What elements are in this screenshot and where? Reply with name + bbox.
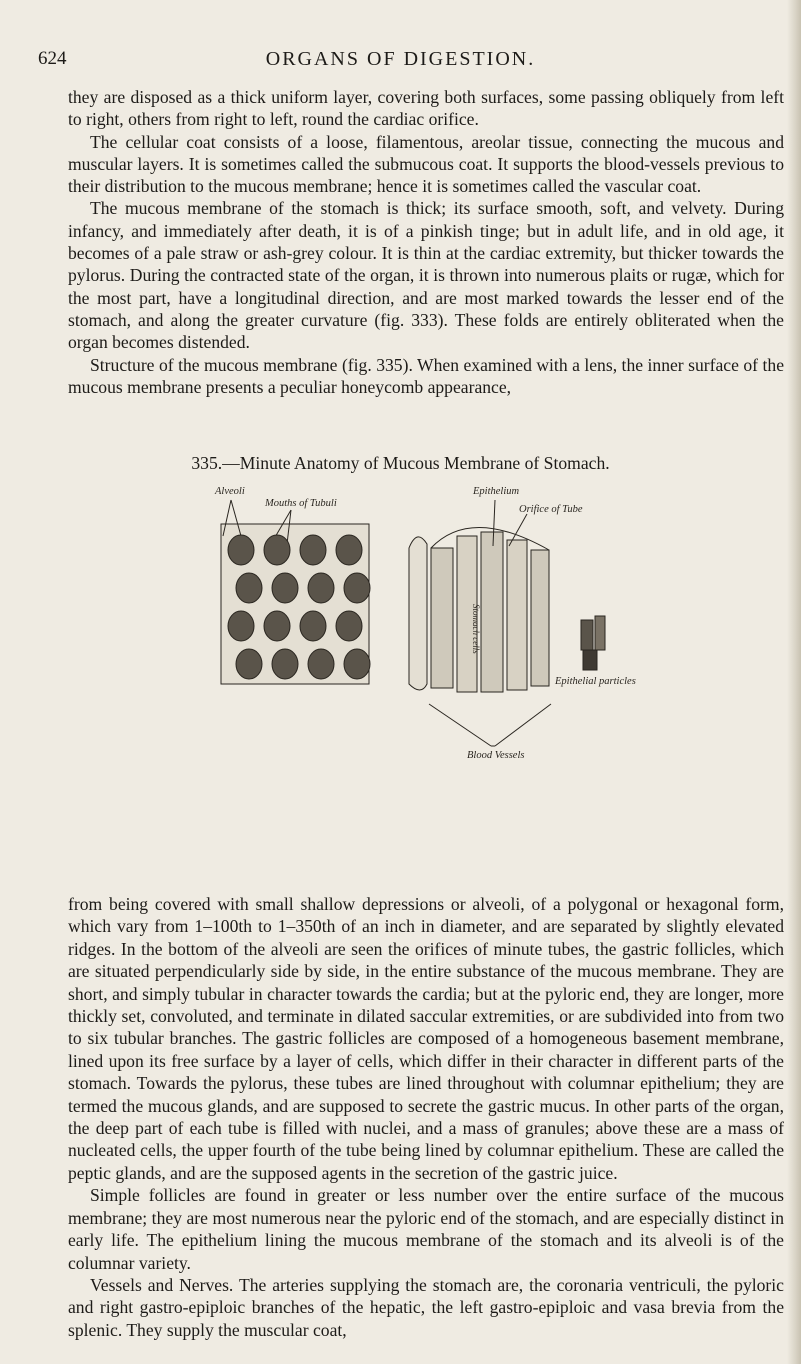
label-stomach-cells: Stomach cells <box>471 604 481 654</box>
label-orifice-of-tube: Orifice of Tube <box>519 504 583 515</box>
label-blood-vessels: Blood Vessels <box>467 750 525 761</box>
alveolus <box>336 611 362 641</box>
alveolus <box>272 573 298 603</box>
running-title: ORGANS OF DIGESTION. <box>265 48 536 70</box>
page-number: 624 <box>38 48 67 69</box>
alveolus <box>228 535 254 565</box>
figure-caption: 335.—Minute Anatomy of Mucous Membrane of Stomach. <box>191 453 610 473</box>
alveolus <box>308 649 334 679</box>
label-alveoli: Alveoli <box>215 486 245 497</box>
alveolus <box>228 611 254 641</box>
alveolus <box>264 611 290 641</box>
paragraph: Simple follicles are found in greater or less number over the entire surface of the mucous membrane; they are most numerous near the pyloric end of the stomach, and are especially distinct in early life. The epithelium lining the mucous membrane of the stomach and its alveoli is of the columnar variety. <box>68 1185 784 1273</box>
label-epithelium: Epithelium <box>473 486 520 497</box>
label-mouths-of-tubuli: Mouths of Tubuli <box>265 498 337 509</box>
label-epithelial-particles: Epithelial particles <box>555 676 636 687</box>
paragraph: Structure of the mucous membrane (fig. 335). When examined with a lens, the inner surface of the mucous membrane presents a peculiar honeycomb appearance, <box>68 354 784 397</box>
paragraph: from being covered with small shallow depressions or alveoli, of a polygonal or hexagonal form, which vary from 1–100th to 1–350th of an inch in diameter, and are separated by slightly elevated ridges. In the bottom of the alveoli are seen the orifices of minute tubes, the gastric follicles, which are situated perpendicularly side by side, in the entire substance of the mucous membrane. They are short, and simply tubular in character towards the cardia; but at the pyloric end, they are longer, more thickly set, convoluted, and terminate in dilated saccular extremities, or are subdivided into from two to six tubular branches. The gastric follicles are composed of a homogeneous basement membrane, lined upon its free surface by a layer of cells, which differ in their character in different parts of the stomach. Towards the pylorus, these tubes are lined throughout with columnar epithelium; they are termed the mucous glands, and are supposed to secrete the gastric mucus. In other parts of the organ, the deep part of each tube is filled with nuclei, and a mass of granules; above these are a mass of nucleated cells, the upper fourth of the tube being lined by columnar epithelium. These are called the peptic glands, and are the supposed agents in the secretion of the gastric juice. <box>68 894 784 1183</box>
alveolus <box>264 535 290 565</box>
alveolus <box>236 649 262 679</box>
text-block-top <box>68 86 784 398</box>
paragraph: The mucous membrane of the stomach is thick; its surface smooth, soft, and velvety. During infancy, and immediately after death, it is of a pinkish tinge; but in adult life, and in old age, it becomes of a pale straw or ash-grey colour. It is thin at the cardiac extremity, but thicker towards the pylorus. During the contracted state of the organ, it is thrown into numerous plaits or rugæ, which for the most part, have a longitudinal direction, and are most marked towards the lesser end of the stomach, and along the greater curvature (fig. 333). These folds are entirely obliterated when the organ becomes distended. <box>68 198 784 353</box>
alveolus <box>272 649 298 679</box>
page-edge-shadow <box>787 0 801 1364</box>
paragraph: they are disposed as a thick uniform layer, covering both surfaces, some passing obliquely from left to right, others from right to left, round the cardiac orifice. <box>68 87 784 130</box>
alveolus <box>336 535 362 565</box>
alveolus <box>344 573 370 603</box>
alveolus <box>300 535 326 565</box>
paragraph: The cellular coat consists of a loose, filamentous, areolar tissue, connecting the mucous and muscular layers. It is sometimes called the submucous coat. It supports the blood-vessels previous to their distribution to the mucous membrane; hence it is sometimes called the vascular coat. <box>68 131 784 197</box>
alveolus <box>236 573 262 603</box>
alveoli-illustration <box>195 484 715 780</box>
figure-335-illustration <box>195 484 715 780</box>
alveolus <box>300 611 326 641</box>
alveolus <box>344 649 370 679</box>
alveolus <box>308 573 334 603</box>
paragraph: Vessels and Nerves. The arteries supplying the stomach are, the coronaria ventriculi, the pyloric and right gastro-epiploic branches of the hepatic, the left gastro-epiploic and vasa brevia from the splenic. They supply the muscular coat, <box>68 1274 784 1340</box>
text-block-bottom <box>68 893 784 1341</box>
page-header <box>0 48 801 72</box>
